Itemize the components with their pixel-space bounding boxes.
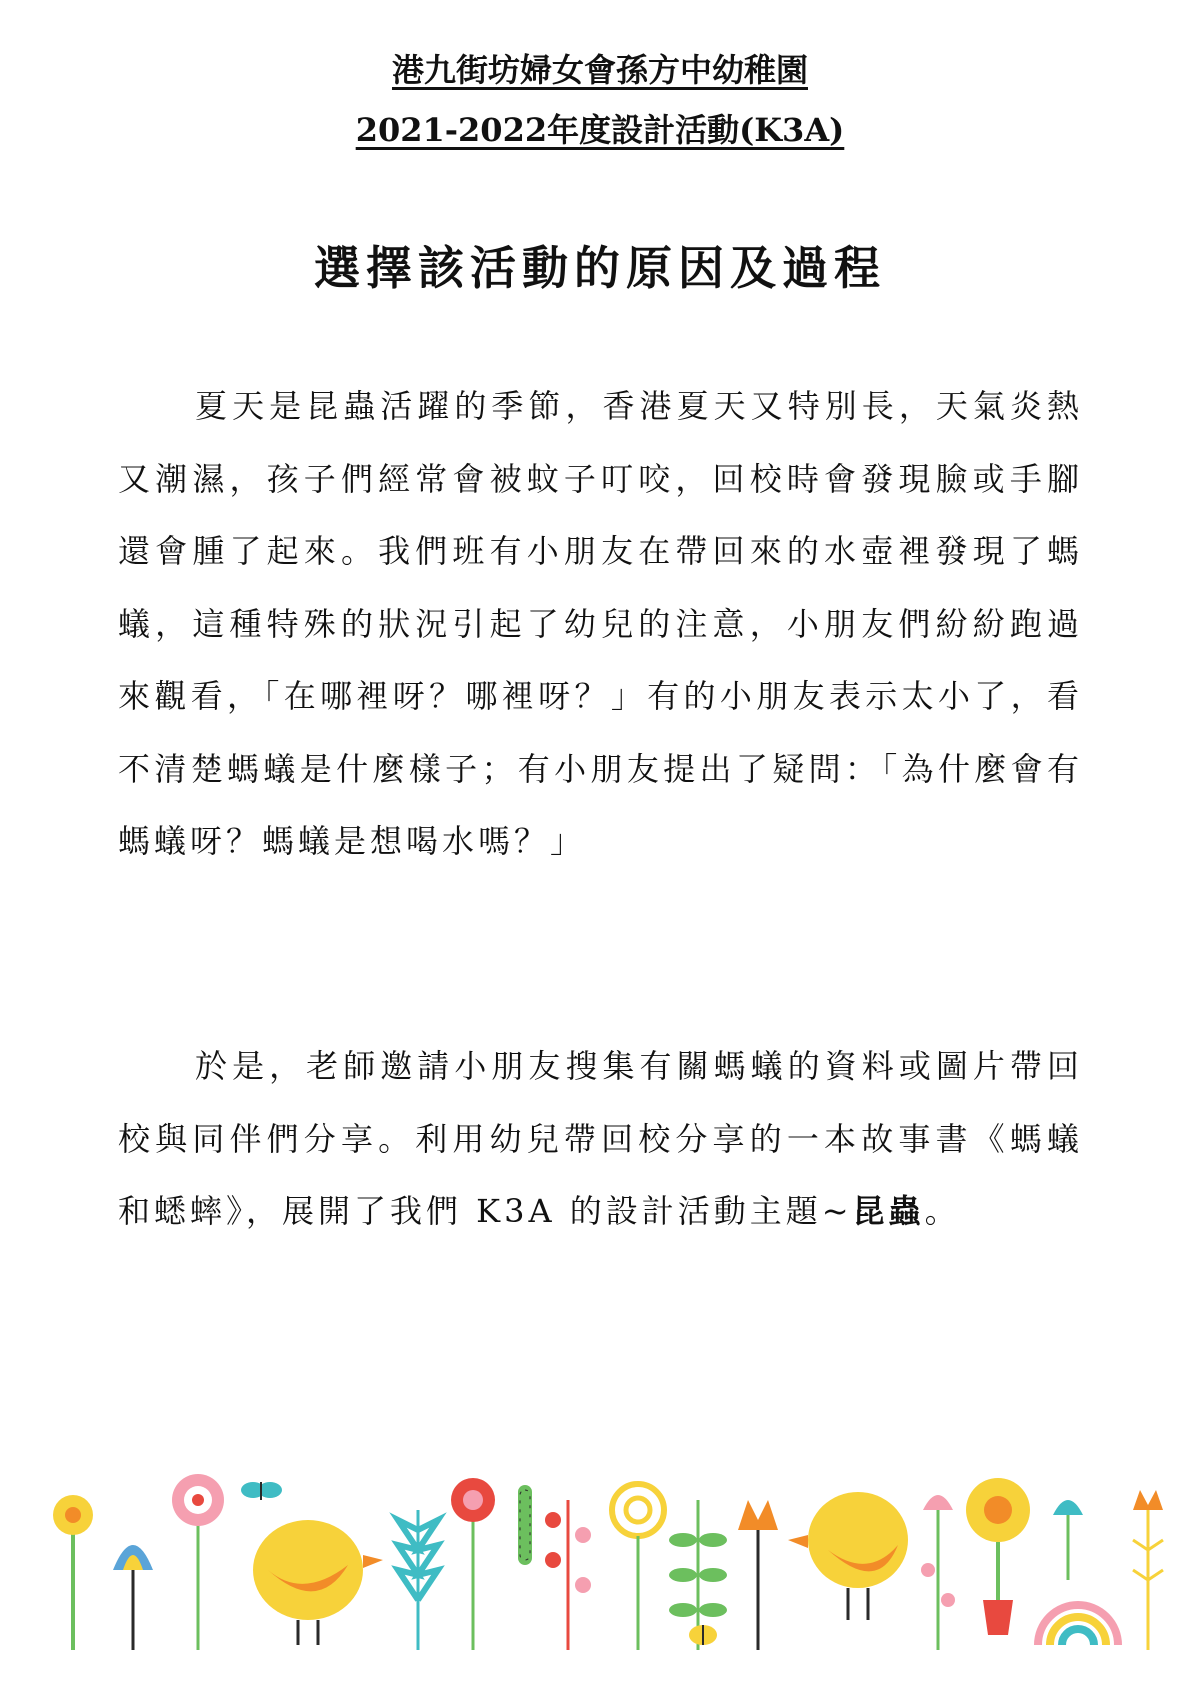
flower-icon	[172, 1474, 224, 1650]
bird-icon	[788, 1492, 908, 1620]
flower-icon	[113, 1545, 153, 1650]
activity-year: 2021-2022年度設計活動(K3A)	[355, 111, 845, 149]
flower-icon	[545, 1500, 591, 1650]
flower-icon	[1133, 1490, 1163, 1650]
theme-keyword: 昆蟲	[852, 1192, 925, 1230]
flower-icon	[966, 1478, 1030, 1635]
bird-icon	[253, 1520, 383, 1645]
flower-icon	[921, 1495, 955, 1650]
page-title: 選擇該活動的原因及過程	[314, 241, 886, 295]
flower-icon	[451, 1478, 495, 1650]
school-name: 港九街坊婦女會孫方中幼稚園	[391, 51, 808, 89]
paragraph-process	[118, 1030, 1083, 1248]
leaf-icon	[398, 1510, 438, 1650]
flower-icon	[738, 1500, 778, 1650]
butterfly-icon	[241, 1482, 282, 1500]
paragraph-reason-text: 夏天是昆蟲活躍的季節，香港夏天又特別長，天氣炎熱又潮濕，孩子們經常會被蚊子叮咬，回校時會發現臉或手腳還會腫了起來。我們班有小朋友在帶回來的水壺裡發現了螞蟻，這種特殊的狀況引起了幼兒的注意，小朋友們紛紛跑過來觀看，「在哪裡呀？哪裡呀？」有的小朋友表示太小了，看不清楚螞蟻是什麼樣子；有小朋友提出了疑問：「為什麼會有螞蟻呀？螞蟻是想喝水嗎？」	[118, 387, 1083, 860]
paragraph-end: 。	[924, 1192, 961, 1230]
document-header	[0, 40, 1200, 160]
paragraph-process-text: 於是，老師邀請小朋友搜集有關螞蟻的資料或圖片帶回校與同伴們分享。利用幼兒帶回校分享的一本故事書《螞蟻和蟋蟀》，展開了我們 K3A 的設計活動主題~	[118, 1047, 1083, 1230]
flower-icon	[53, 1495, 93, 1650]
ladybug-icon	[689, 1625, 717, 1645]
decorative-border	[38, 1460, 1173, 1650]
caterpillar-icon	[518, 1485, 532, 1565]
rainbow-icon	[1038, 1605, 1118, 1645]
flower-icon	[612, 1484, 664, 1650]
paragraph-reason	[118, 370, 1083, 878]
flower-icon	[1053, 1500, 1083, 1580]
